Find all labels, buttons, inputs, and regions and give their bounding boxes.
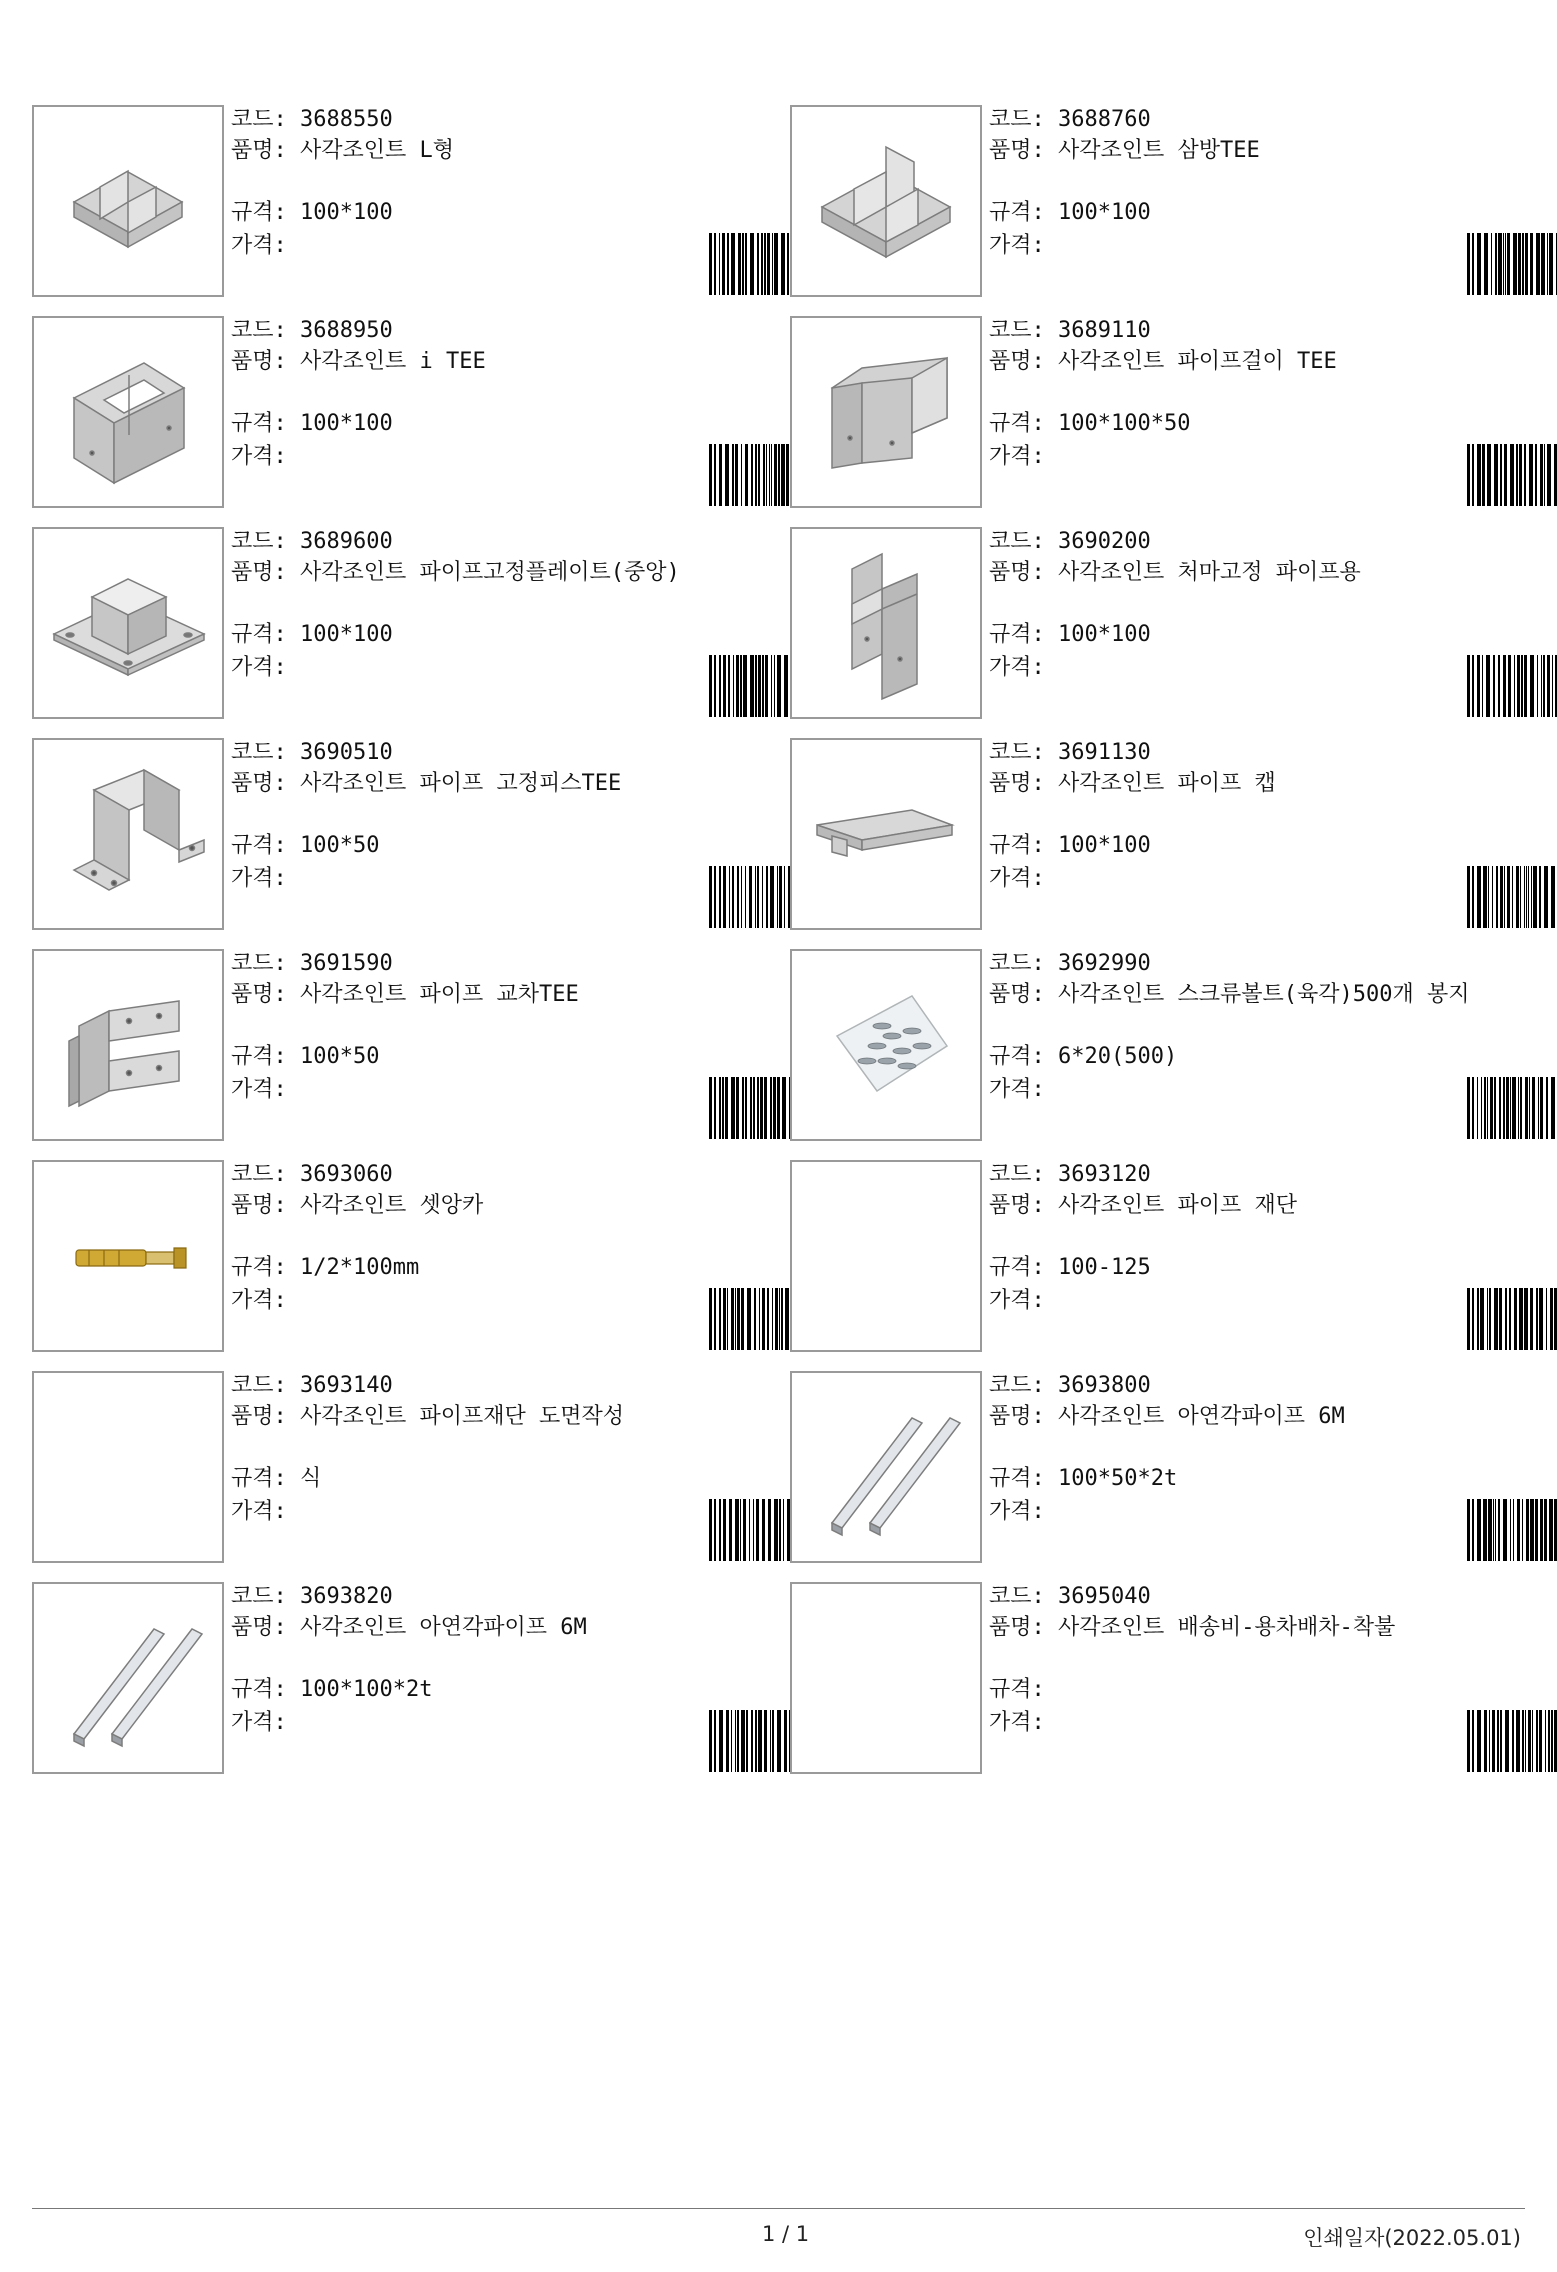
spec-label: 규격:: [989, 1044, 1045, 1069]
product-card: [790, 1371, 1540, 1563]
spec-line: [231, 1466, 321, 1492]
product-name: 사각조인트 배송비-용차배차-착불: [1058, 1615, 1396, 1640]
price-label: 가격:: [231, 866, 287, 891]
spec-line: [231, 1255, 419, 1281]
price-label: 가격:: [989, 444, 1045, 469]
product-code: 3688760: [1058, 107, 1151, 132]
product-card: [32, 316, 782, 508]
barcode: [1467, 1288, 1557, 1350]
spec-line: [989, 1255, 1151, 1281]
spec-label: 규격:: [231, 1044, 287, 1069]
product-name: 사각조인트 L형: [300, 138, 455, 163]
product-code: 3695040: [1058, 1584, 1151, 1609]
product-card: [32, 738, 782, 930]
product-image: [32, 1582, 224, 1774]
product-card: [32, 949, 782, 1141]
price-label: 가격:: [989, 1288, 1045, 1313]
spec-line: [989, 200, 1151, 226]
name-label: 품명:: [231, 982, 287, 1007]
spec-line: [989, 1044, 1177, 1070]
code-line: [231, 1162, 393, 1188]
product-spec: 100*100*50: [1058, 411, 1191, 436]
name-line: [989, 771, 1529, 797]
name-label: 품명:: [231, 138, 287, 163]
barcode: [1467, 233, 1557, 295]
spec-label: 규격:: [231, 411, 287, 436]
spec-label: 규격:: [231, 833, 287, 858]
name-line: [989, 349, 1529, 375]
product-name: 사각조인트 아연각파이프 6M: [1058, 1404, 1345, 1429]
product-image: [32, 1160, 224, 1352]
code-line: [989, 1373, 1151, 1399]
product-image: [32, 316, 224, 508]
l-joint-icon: [34, 107, 222, 295]
name-line: [989, 982, 1529, 1008]
product-card: [32, 1371, 782, 1563]
code-label: 코드:: [989, 1162, 1045, 1187]
product-spec: 100*50: [300, 833, 380, 858]
code-label: 코드:: [989, 1584, 1045, 1609]
product-spec: 100*100: [1058, 200, 1151, 225]
name-label: 품명:: [989, 982, 1045, 1007]
code-line: [231, 107, 393, 133]
price-label: 가격:: [989, 1499, 1045, 1524]
spec-line: [231, 833, 379, 859]
product-code: 3693800: [1058, 1373, 1151, 1398]
name-line: [231, 1615, 771, 1641]
spec-label: 규격:: [989, 200, 1045, 225]
product-name: 사각조인트 스크류볼트(육각)500개 봉지: [1058, 982, 1470, 1007]
name-label: 품명:: [989, 1404, 1045, 1429]
name-label: 품명:: [989, 771, 1045, 796]
name-label: 품명:: [231, 1404, 287, 1429]
spec-line: [231, 1044, 379, 1070]
name-line: [231, 982, 771, 1008]
code-label: 코드:: [989, 1373, 1045, 1398]
name-label: 품명:: [989, 1193, 1045, 1218]
product-image: [790, 527, 982, 719]
price-label: 가격:: [989, 1710, 1045, 1735]
product-image: [32, 105, 224, 297]
price-line: [989, 866, 1045, 892]
product-code: 3688550: [300, 107, 393, 132]
code-line: [989, 107, 1151, 133]
product-card: [790, 1160, 1540, 1352]
product-code: 3693060: [300, 1162, 393, 1187]
spec-label: 규격:: [989, 833, 1045, 858]
product-name: 사각조인트 파이프 고정피스TEE: [300, 771, 622, 796]
spec-line: [989, 622, 1151, 648]
base-plate-icon: [34, 529, 222, 717]
price-line: [989, 1077, 1045, 1103]
product-spec: 6*20(500): [1058, 1044, 1178, 1069]
product-spec: 100*100*2t: [300, 1677, 433, 1702]
product-name: 사각조인트 i TEE: [300, 349, 486, 374]
price-line: [231, 1077, 287, 1103]
code-line: [989, 740, 1151, 766]
price-label: 가격:: [231, 655, 287, 680]
price-line: [989, 1499, 1045, 1525]
product-card: [790, 316, 1540, 508]
code-label: 코드:: [231, 318, 287, 343]
name-label: 품명:: [989, 560, 1045, 585]
product-image: [32, 738, 224, 930]
price-label: 가격:: [989, 866, 1045, 891]
product-image: [32, 1371, 224, 1563]
name-label: 품명:: [989, 1615, 1045, 1640]
product-card: [790, 1582, 1540, 1774]
product-card: [32, 105, 782, 297]
barcode: [1467, 1499, 1557, 1561]
product-name: 사각조인트 파이프재단 도면작성: [300, 1404, 625, 1429]
footer-divider: [32, 2208, 1525, 2209]
code-label: 코드:: [231, 107, 287, 132]
pipe-hanger-tee-icon: [792, 318, 980, 506]
product-image: [790, 316, 982, 508]
price-line: [231, 444, 287, 470]
product-image: [790, 949, 982, 1141]
barcode: [1467, 866, 1557, 928]
price-label: 가격:: [989, 1077, 1045, 1102]
u-bracket-icon: [34, 740, 222, 928]
name-line: [231, 1193, 771, 1219]
code-label: 코드:: [231, 529, 287, 554]
empty-image: [792, 1162, 980, 1350]
price-line: [989, 1288, 1045, 1314]
name-line: [989, 1404, 1529, 1430]
product-image: [790, 1371, 982, 1563]
spec-label: 규격:: [989, 1466, 1045, 1491]
square-pipe-icon: [792, 1373, 980, 1561]
spec-label: 규격:: [231, 1466, 287, 1491]
product-card: [790, 738, 1540, 930]
code-line: [231, 951, 393, 977]
product-card: [790, 949, 1540, 1141]
product-name: 사각조인트 파이프 재단: [1058, 1193, 1298, 1218]
code-line: [989, 1162, 1151, 1188]
name-line: [231, 349, 771, 375]
price-line: [231, 233, 287, 259]
price-label: 가격:: [231, 1710, 287, 1735]
code-line: [989, 529, 1151, 555]
product-spec: 100*100: [1058, 833, 1151, 858]
price-line: [989, 1710, 1045, 1736]
product-card: [790, 527, 1540, 719]
name-label: 품명:: [231, 1193, 287, 1218]
product-code: 3693120: [1058, 1162, 1151, 1187]
product-name: 사각조인트 파이프걸이 TEE: [1058, 349, 1337, 374]
product-image: [790, 1160, 982, 1352]
price-label: 가격:: [231, 1288, 287, 1313]
spec-label: 규격:: [231, 1677, 287, 1702]
code-line: [989, 951, 1151, 977]
spec-line: [231, 1677, 432, 1703]
product-name: 사각조인트 파이프고정플레이트(중앙): [300, 560, 680, 585]
code-line: [231, 529, 393, 555]
product-code: 3689110: [1058, 318, 1151, 343]
spec-label: 규격:: [231, 200, 287, 225]
eave-bracket-icon: [792, 529, 980, 717]
name-line: [231, 1404, 771, 1430]
product-image: [790, 738, 982, 930]
name-label: 품명:: [231, 771, 287, 796]
price-line: [989, 444, 1045, 470]
product-card: [32, 1160, 782, 1352]
product-code: 3690200: [1058, 529, 1151, 554]
three-way-tee-icon: [792, 107, 980, 295]
product-spec: 1/2*100mm: [300, 1255, 420, 1280]
square-pipe-icon: [34, 1584, 222, 1772]
price-line: [231, 1499, 287, 1525]
product-code: 3688950: [300, 318, 393, 343]
product-code: 3691130: [1058, 740, 1151, 765]
price-line: [231, 655, 287, 681]
code-label: 코드:: [989, 318, 1045, 343]
product-spec: 100-125: [1058, 1255, 1151, 1280]
name-line: [989, 560, 1529, 586]
name-line: [231, 560, 771, 586]
name-label: 품명:: [231, 1615, 287, 1640]
barcode: [1467, 655, 1557, 717]
spec-line: [231, 411, 393, 437]
code-label: 코드:: [231, 951, 287, 976]
product-name: 사각조인트 셋앙카: [300, 1193, 484, 1218]
price-line: [231, 1710, 287, 1736]
code-label: 코드:: [231, 1584, 287, 1609]
product-name: 사각조인트 처마고정 파이프용: [1058, 560, 1361, 585]
i-tee-icon: [34, 318, 222, 506]
product-code: 3693820: [300, 1584, 393, 1609]
product-image: [790, 1582, 982, 1774]
product-image: [32, 949, 224, 1141]
product-spec: 100*50: [300, 1044, 380, 1069]
product-name: 사각조인트 아연각파이프 6M: [300, 1615, 587, 1640]
cross-tee-icon: [34, 951, 222, 1139]
spec-label: 규격:: [989, 1677, 1045, 1702]
product-image: [790, 105, 982, 297]
name-label: 품명:: [989, 349, 1045, 374]
barcode: [1467, 1710, 1557, 1772]
price-line: [231, 1288, 287, 1314]
code-line: [231, 740, 393, 766]
product-code: 3692990: [1058, 951, 1151, 976]
product-name: 사각조인트 삼방TEE: [1058, 138, 1260, 163]
page-number: 1 / 1: [762, 2222, 810, 2246]
product-card: [790, 105, 1540, 297]
empty-image: [34, 1373, 222, 1561]
name-label: 품명:: [989, 138, 1045, 163]
anchor-bolt-icon: [34, 1162, 222, 1350]
code-label: 코드:: [231, 740, 287, 765]
product-spec: 100*50*2t: [1058, 1466, 1178, 1491]
spec-label: 규격:: [989, 411, 1045, 436]
code-label: 코드:: [231, 1373, 287, 1398]
barcode: [1467, 1077, 1557, 1139]
product-code: 3693140: [300, 1373, 393, 1398]
name-label: 품명:: [231, 349, 287, 374]
spec-label: 규격:: [989, 622, 1045, 647]
code-line: [989, 318, 1151, 344]
empty-image: [792, 1584, 980, 1772]
print-date: 인쇄일자(2022.05.01): [1303, 2226, 1521, 2250]
price-label: 가격:: [989, 233, 1045, 258]
price-label: 가격:: [231, 444, 287, 469]
code-line: [231, 1373, 393, 1399]
price-line: [231, 866, 287, 892]
code-line: [231, 318, 393, 344]
price-line: [989, 233, 1045, 259]
code-label: 코드:: [231, 1162, 287, 1187]
name-label: 품명:: [231, 560, 287, 585]
spec-label: 규격:: [231, 622, 287, 647]
code-line: [231, 1584, 393, 1610]
spec-line: [989, 1677, 1045, 1703]
price-label: 가격:: [231, 1077, 287, 1102]
price-label: 가격:: [989, 655, 1045, 680]
pipe-cap-icon: [792, 740, 980, 928]
name-line: [231, 771, 771, 797]
product-spec: 100*100: [1058, 622, 1151, 647]
name-line: [989, 1615, 1529, 1641]
name-line: [989, 138, 1529, 164]
price-label: 가격:: [231, 1499, 287, 1524]
code-line: [989, 1584, 1151, 1610]
product-spec: 100*100: [300, 411, 393, 436]
product-code: 3689600: [300, 529, 393, 554]
product-image: [32, 527, 224, 719]
spec-label: 규격:: [989, 1255, 1045, 1280]
code-label: 코드:: [989, 951, 1045, 976]
product-card: [32, 1582, 782, 1774]
name-line: [231, 138, 771, 164]
product-spec: 100*100: [300, 200, 393, 225]
product-spec: 100*100: [300, 622, 393, 647]
product-name: 사각조인트 파이프 캡: [1058, 771, 1276, 796]
price-label: 가격:: [231, 233, 287, 258]
screw-bag-icon: [792, 951, 980, 1139]
barcode: [1467, 444, 1557, 506]
product-code: 3691590: [300, 951, 393, 976]
product-spec: 식: [300, 1466, 322, 1491]
spec-line: [989, 411, 1190, 437]
spec-line: [989, 833, 1151, 859]
code-label: 코드:: [989, 107, 1045, 132]
spec-line: [231, 622, 393, 648]
product-card: [32, 527, 782, 719]
code-label: 코드:: [989, 740, 1045, 765]
price-line: [989, 655, 1045, 681]
name-line: [989, 1193, 1529, 1219]
product-code: 3690510: [300, 740, 393, 765]
product-name: 사각조인트 파이프 교차TEE: [300, 982, 579, 1007]
code-label: 코드:: [989, 529, 1045, 554]
spec-line: [231, 200, 393, 226]
spec-label: 규격:: [231, 1255, 287, 1280]
spec-line: [989, 1466, 1177, 1492]
